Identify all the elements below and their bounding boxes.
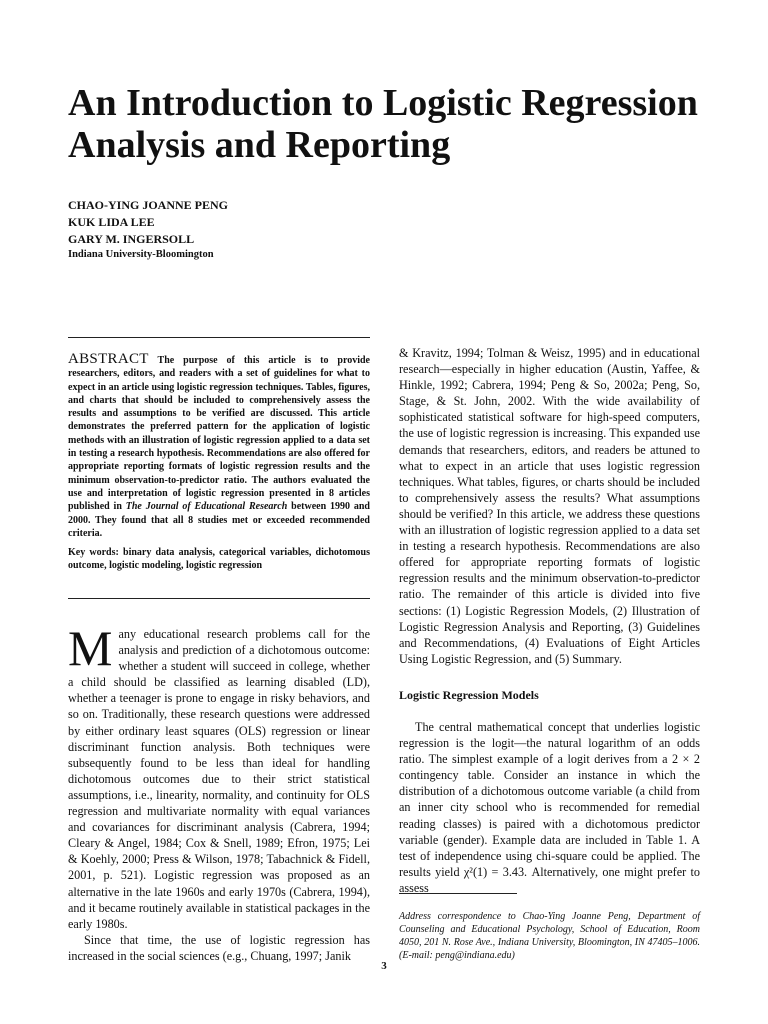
author-name: GARY M. INGERSOLL bbox=[68, 232, 195, 246]
abstract bbox=[68, 337, 370, 573]
abstract-divider bbox=[68, 598, 370, 599]
abstract-body bbox=[68, 353, 370, 540]
body-paragraph: Since that time, the use of logistic regression has increased in the social sciences (e.g., Chuang, 1997; Janik bbox=[68, 932, 370, 963]
author-name: CHAO-YING JOANNE PENG bbox=[68, 198, 229, 212]
right-column bbox=[399, 345, 700, 896]
drop-cap: M bbox=[68, 620, 113, 676]
paragraph-text: any educational research problems call for the analysis and prediction of a dichotomous outcome: whether a student will succeed in college, whether a child should be classified as learning disabled (LD), whether a teenager is prone to engage in risky behaviors, and so on. Traditionally, these research questions were addressed by either ordinary least squares (OLS) regression or linear discriminant function analysis. Both techniques were subsequently found to be less than ideal for handling dichotomous outcomes due to their strict statistical assumptions, i.e., linearity, normality, and continuity for OLS regression and multivariate normality with equal variances and covariances for discriminant analysis (Cabrera, 1994; Cleary & Angel, 1984; Cox & Snell, 1989; Efron, 1975; Lei & Koehly, 2000; Press & Wilson, 1978; Tabachnick & Fidell, 2001, p. 521). Logistic regression was proposed as an alternative in the late 1960s and early 1970s (Cabrera, 1994), and it became routinely available in statistical packages in the early 1980s. bbox=[68, 627, 370, 931]
author-affiliation: Indiana University-Bloomington bbox=[68, 249, 214, 260]
keywords bbox=[68, 546, 370, 573]
keywords-list: binary data analysis, categorical variables, dichotomous outcome, logistic modeling, logistic regression bbox=[68, 547, 370, 572]
author-block bbox=[68, 197, 468, 262]
abstract-text-end: between 1990 and 2000. They found that all 8 studies met or exceeded recommended criteria. bbox=[68, 501, 370, 539]
article-title: An Introduction to Logistic Regression Analysis and Reporting bbox=[68, 82, 698, 166]
author-name: KUK LIDA LEE bbox=[68, 215, 155, 229]
journal-name: The Journal of Educational Research bbox=[125, 501, 288, 513]
correspondence-footnote: Address correspondence to Chao-Ying Joanne Peng, Department of Counseling and Educational Psychology, School of Education, Room 4050, 201 N. Rose Ave., Indiana University, Bloomington, IN 47405–1006. (E-mail: peng@indiana.edu) bbox=[399, 911, 700, 961]
body-paragraph bbox=[68, 620, 370, 932]
abstract-heading: ABSTRACT bbox=[68, 351, 149, 367]
body-paragraph: The central mathematical concept that underlies logistic regression is the logit—the natural logarithm of an odds ratio. The simplest example of a logit derives from a 2 × 2 contingency table. Consider an instance in which the distribution of a dichotomous outcome variable (a child from an inner city school who is recommended for remedial reading classes) is paired with a dichotomous predictor variable (gender). Example data are included in Table 1. A test of independence using chi-square could be applied. The results yield χ²(1) = 3.43. Alternatively, one might prefer to assess bbox=[399, 719, 700, 895]
footnote-divider bbox=[399, 893, 517, 894]
page-number: 3 bbox=[381, 960, 387, 972]
section-heading: Logistic Regression Models bbox=[399, 687, 539, 702]
keywords-label: Key words: bbox=[68, 547, 119, 559]
body-paragraph: & Kravitz, 1994; Tolman & Weisz, 1995) and in educational research—especially in higher education (Austin, Yaffee, & Hinkle, 1992; Cabrera, 1994; Peng & So, 2002a; Peng, So, Stage, & St. John, 2002. With the wide availability of sophisticated statistical software for high-speed computers, the use of logistic regression is increasing. This expanded use demands that researchers, editors, and readers be attuned to what to expect in an article that uses logistic regression techniques. What tables, figures, or charts should be included to comprehensively assess the results? What assumptions should be verified? In this article, we address these questions with an illustration of logistic regression applied to a data set in testing a research hypothesis. Recommendations are also offered for appropriate reporting formats of logistic regression results and the minimum observation-to-predictor ratio. The remainder of this article is divided into five sections: (1) Logistic Regression Models, (2) Illustration of Logistic Regression Analysis and Reporting, (3) Guidelines and Recommendations, (4) Evaluations of Eight Articles Using Logistic Regression, and (5) Summary. bbox=[399, 346, 700, 666]
left-column bbox=[68, 620, 370, 964]
abstract-text: The purpose of this article is to provide researchers, editors, and readers with a set of guidelines for what to expect in an article using logistic regression techniques. Tables, figures, and charts that should be included to comprehensively assess the results and assumptions to be verified are discussed. This article demonstrates the preferred pattern for the application of logistic methods with an illustration of logistic regression applied to a data set in testing a research hypothesis. Recommendations are also offered for appropriate reporting formats of logistic regression results and the minimum observation-to-predictor ratio. The authors evaluated the use and interpretation of logistic regression presented in 8 articles published in bbox=[68, 355, 370, 513]
